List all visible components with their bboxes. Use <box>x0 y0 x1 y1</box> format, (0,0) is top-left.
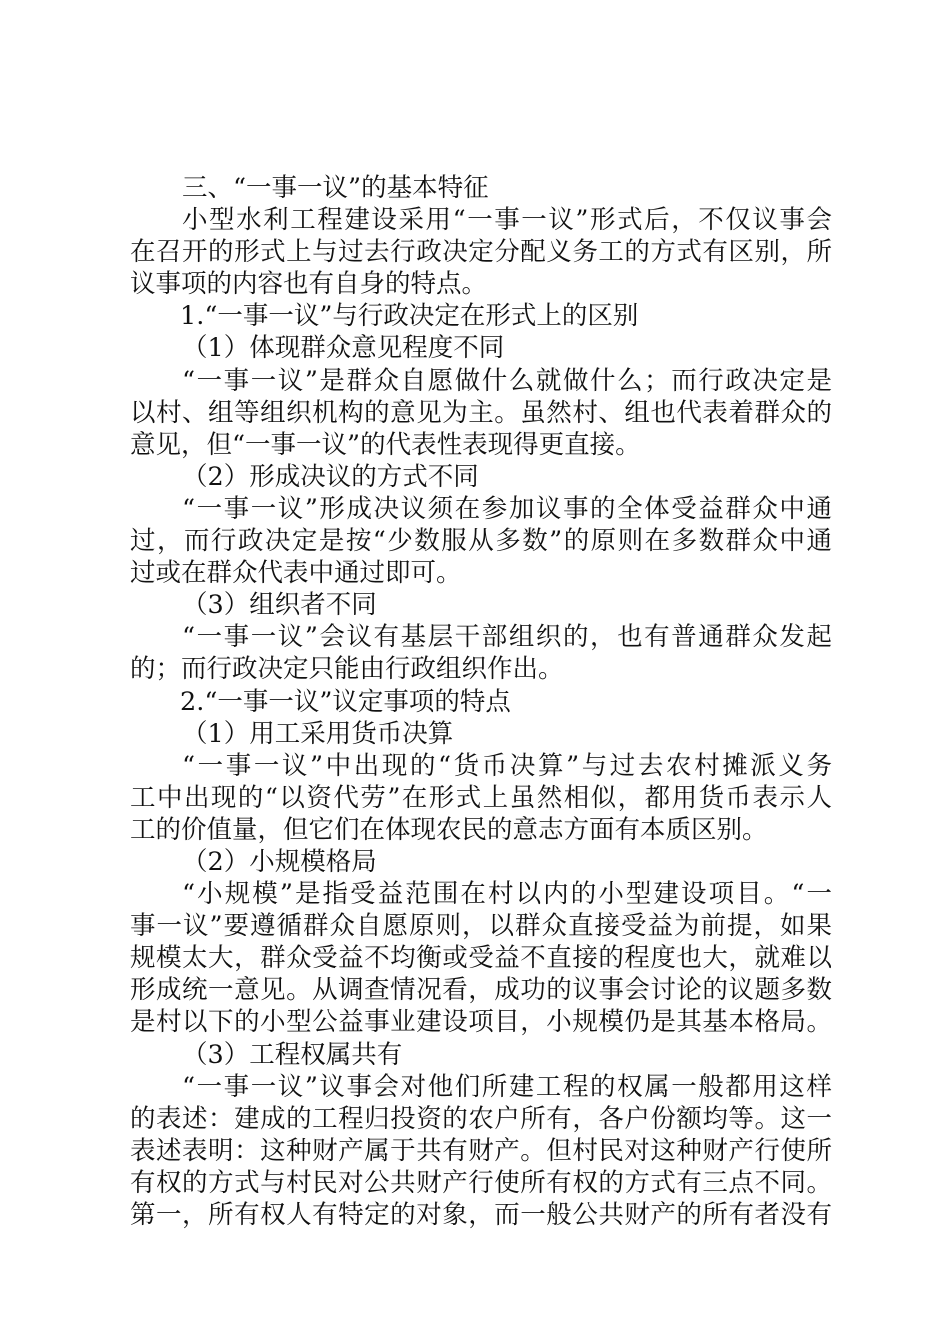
paragraph-line: 过，而行政决定是按“少数服从多数”的原则在多数群众中通 <box>130 526 832 557</box>
paragraph-line: 第一，所有权人有特定的对象，而一般公共财产的所有者没有 <box>130 1200 832 1230</box>
sub-heading: （1）用工采用货币决算 <box>182 718 454 749</box>
subsection-heading: 2.“一事一议”议定事项的特点 <box>180 686 511 717</box>
paragraph-line: 形成统一意见。从调查情况看，成功的议事会讨论的议题多数 <box>130 975 832 1006</box>
sub-heading: （2）形成决议的方式不同 <box>182 461 479 492</box>
sub-heading: （2）小规模格局 <box>182 846 377 877</box>
paragraph-line: 工中出现的“以资代劳”在形式上虽然相似，都用货币表示人 <box>130 782 832 813</box>
paragraph-line: “一事一议”形成决议须在参加议事的全体受益群众中通 <box>182 493 832 524</box>
paragraph-line: 以村、组等组织机构的意见为主。虽然村、组也代表着群众的 <box>130 397 832 428</box>
paragraph-line: 有权的方式与村民对公共财产行使所有权的方式有三点不同。 <box>130 1167 832 1198</box>
paragraph-line: “一事一议”是群众自愿做什么就做什么；而行政决定是 <box>182 365 832 396</box>
section-heading: 三、“一事一议”的基本特征 <box>182 173 489 203</box>
paragraph-line: “一事一议”会议有基层干部组织的，也有普通群众发起 <box>182 622 832 653</box>
document-body <box>130 172 832 1231</box>
paragraph-line: 小型水利工程建设采用“一事一议”形式后，不仅议事会 <box>182 205 832 236</box>
paragraph-line: 是村以下的小型公益事业建设项目，小规模仍是其基本格局。 <box>130 1007 832 1038</box>
paragraph-line: 工的价值量，但它们在体现农民的意志方面有本质区别。 <box>130 814 768 845</box>
paragraph-line: 过或在群众代表中通过即可。 <box>130 558 462 589</box>
paragraph-line: “小规模”是指受益范围在村以内的小型建设项目。“一 <box>182 879 832 910</box>
sub-heading: （3）组织者不同 <box>182 590 377 621</box>
paragraph-line: 的；而行政决定只能由行政组织作出。 <box>130 654 564 685</box>
paragraph-line: 事一议”要遵循群众自愿原则，以群众直接受益为前提，如果 <box>130 911 832 942</box>
sub-heading: （3）工程权属共有 <box>182 1039 403 1070</box>
paragraph-line: 的表述：建成的工程归投资的农户所有，各户份额均等。这一 <box>130 1103 832 1134</box>
subsection-heading: 1.“一事一议”与行政决定在形式上的区别 <box>180 301 639 332</box>
paragraph-line: 议事项的内容也有自身的特点。 <box>130 269 488 300</box>
sub-heading: （1）体现群众意见程度不同 <box>182 333 505 364</box>
paragraph-line: 在召开的形式上与过去行政决定分配义务工的方式有区别，所 <box>130 237 832 268</box>
paragraph-line: 规模太大，群众受益不均衡或受益不直接的程度也大，就难以 <box>130 943 832 974</box>
paragraph-line: 表述表明：这种财产属于共有财产。但村民对这种财产行使所 <box>130 1135 832 1166</box>
paragraph-line: 意见，但“一事一议”的代表性表现得更直接。 <box>130 429 641 460</box>
paragraph-line: “一事一议”议事会对他们所建工程的权属一般都用这样 <box>182 1071 832 1102</box>
paragraph-line: “一事一议”中出现的“货币决算”与过去农村摊派义务 <box>182 750 832 781</box>
